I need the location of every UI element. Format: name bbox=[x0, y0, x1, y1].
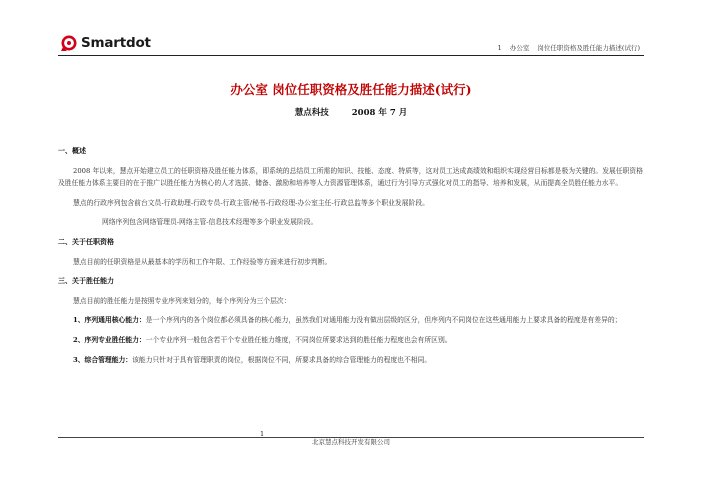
document-subtitle bbox=[0, 106, 702, 118]
competency-paragraph: 慧点目前的胜任能力是按照专业序列来划分的，每个序列分为三个层次： bbox=[73, 296, 291, 305]
subtitle-company: 慧点科技 bbox=[294, 108, 329, 118]
footer-page-number: 1 bbox=[260, 430, 265, 438]
competency-item-3 bbox=[58, 354, 644, 367]
competency-item-3-text: 该能力只针对于具有管理职责的岗位，根据岗位不同，所要求具备的综合管理能力的程度也不相同。 bbox=[132, 355, 432, 364]
header-rule bbox=[58, 55, 644, 56]
document-body bbox=[58, 145, 644, 366]
header-page-number: 1 bbox=[497, 44, 502, 52]
logo-icon bbox=[61, 35, 77, 51]
subtitle-date: 2008 年 7 月 bbox=[351, 108, 408, 118]
competency-item-2-label: 2、序列专业胜任能力： bbox=[73, 335, 146, 344]
competency-item-3-label: 3、综合管理能力： bbox=[73, 355, 133, 364]
section-heading-competency: 三、关于胜任能力 bbox=[58, 276, 114, 286]
section-heading-qualification: 二、关于任职资格 bbox=[58, 236, 114, 246]
overview-paragraph-1: 2008 年以来，慧点开始建立员工的任职资格及胜任能力体系，即系统的总结员工所需的知识、技能、态度、特质等，这对员工达成高绩效和组织实现经营目标都是极为关键的。发展任职资格及胜任能力体系主要目的在于推广以胜任能力为核心的人才选拔、储备、激励和培养等人力资源管理体系，通过行为引导方式强化对员工的指导、培养和发展，从而提高全员胜任能力水平。 bbox=[58, 166, 644, 188]
competency-item-1-label: 1、序列通用核心能力： bbox=[73, 316, 146, 325]
competency-item-2 bbox=[58, 334, 644, 347]
overview-paragraph-3: 网络序列包含网络管理员-网络主管-信息技术经理等多个职业发展阶段。 bbox=[102, 218, 318, 227]
competency-item-2-text: 一个专业序列一般包含若干个专业胜任能力维度，不同岗位所要求达到的胜任能力程度也会有所区别。 bbox=[145, 335, 452, 344]
header-department: 办公室 bbox=[509, 44, 530, 52]
header-doc-title: 岗位任职资格及胜任能力描述(试行) bbox=[537, 44, 640, 52]
logo-text: Smartdot bbox=[81, 35, 151, 51]
competency-item-1 bbox=[58, 314, 644, 327]
running-header bbox=[492, 43, 640, 52]
section-heading-overview: 一、概述 bbox=[58, 146, 86, 155]
document-title: 办公室 岗位任职资格及胜任能力描述(试行) bbox=[230, 82, 472, 97]
overview-paragraph-2: 慧点的行政序列包含前台文员-行政助理-行政专员-行政主管/秘书-行政经理-办公室主任-行政总监等多个职业发展阶段。 bbox=[73, 198, 429, 207]
footer-company: 北京慧点科技开发有限公司 bbox=[312, 438, 390, 446]
qualification-paragraph: 慧点目前的任职资格是从最基本的学历和工作年限、工作经验等方面来进行初步判断。 bbox=[73, 257, 332, 266]
competency-item-1-text: 是一个序列内的各个岗位都必须具备的核心能力，虽然我们对通用能力没有做出层级的区分，但序列内不同岗位在这些通用能力上要求具备的程度是有差异的； bbox=[145, 316, 622, 325]
company-logo bbox=[61, 32, 151, 54]
